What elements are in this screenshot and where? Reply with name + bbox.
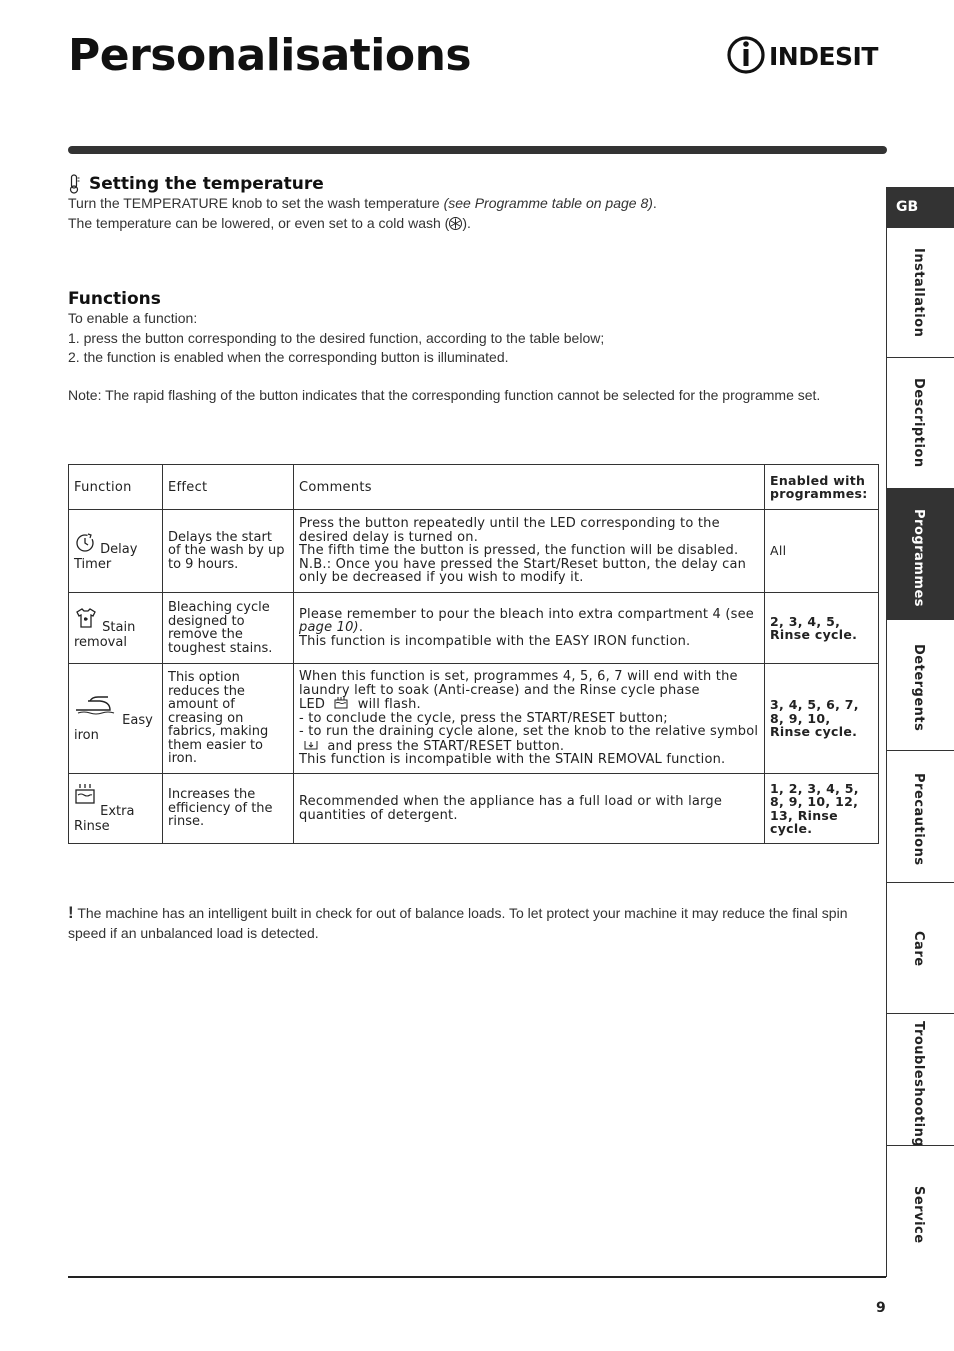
tab-programmes[interactable]: Programmes [887,488,954,620]
table-header-row [69,465,879,510]
programmes-cell: All [765,510,879,593]
function-label: Extra Rinse [74,804,135,834]
thermometer-icon [68,174,80,194]
function-cell [69,664,163,774]
table-row [69,774,879,844]
comments-cell: Press the button repeatedly until the LED corresponding to the desired delay is turned on. The fifth time the button is pressed, the function will be disabled. N.B.: Once you have pressed the Start/Reset button, the delay can only be decreased if you wish to modify it. [294,510,765,593]
page-title: Personalisations [68,30,472,81]
function-cell [69,510,163,593]
tab-installation[interactable]: Installation [887,227,954,358]
delay-timer-icon [74,531,96,553]
header-rule [68,146,887,154]
header-enabled: Enabled with programmes: [765,465,879,510]
header-effect: Effect [163,465,294,510]
tab-care[interactable]: Care [887,882,954,1014]
section-sidebar [886,187,954,1277]
table-row [69,510,879,593]
extra-rinse-icon [74,783,96,805]
function-label: Delay Timer [74,541,138,572]
functions-note: Note: The rapid flashing of the button indicates that the corresponding function cannot be selected for the programme set. [68,387,821,403]
svg-text:INDESIT: INDESIT [769,42,878,71]
tab-troubleshooting[interactable]: Troubleshooting [887,1013,954,1146]
comments-cell: Recommended when the appliance has a full load or with large quantities of detergent. [294,774,765,844]
header-function: Function [69,465,163,510]
stain-removal-icon [74,607,98,629]
balance-warning [68,903,858,943]
functions-table [68,464,879,844]
cold-wash-icon [449,217,462,230]
function-label: Stain removal [74,619,136,650]
tab-precautions[interactable]: Precautions [887,750,954,883]
functions-instructions: To enable a function: 1. press the button corresponding to the desired function, according to the table below; 2. the function is enabled when the corresponding button is illuminated. [68,310,605,365]
footer-rule [68,1276,886,1278]
rinse-led-icon [333,697,349,709]
language-badge: GB [887,187,954,227]
table-row [69,664,879,774]
tab-service[interactable]: Service [887,1145,954,1278]
function-label: Easy iron [74,713,153,743]
temperature-heading: Setting the temperature [89,174,324,194]
header-comments: Comments [294,465,765,510]
effect-cell: Bleaching cycle designed to remove the toughest stains. [163,593,294,664]
warning-mark: ! [68,903,74,922]
comments-cell: When this function is set, programmes 4, 5, 6, 7 will end with the laundry left to soak (Anti-crease) and the Rinse cycle phase LED will flash. - to conclude the cycle, press the START/RESET button; - to run the draining cycle alone, set the knob to the relative symbol and press the START/RESET button. This function is incompatible with the STAIN REMOVAL function. [294,664,765,774]
programmes-cell: 2, 3, 4, 5, Rinse cycle. [765,593,879,664]
indesit-logo [727,34,887,76]
temperature-text: Turn the TEMPERATURE knob to set the wash temperature (see Programme table on page 8). The temperature can be lowered, or even set to a cold wash ( ). [68,195,657,231]
comments-cell: Please remember to pour the bleach into extra compartment 4 (see page 10). This function is incompatible with the EASY IRON function. [294,593,765,664]
programmes-cell: 3, 4, 5, 6, 7, 8, 9, 10, Rinse cycle. [765,664,879,774]
effect-cell: This option reduces the amount of creasing on fabrics, making them easier to iron. [163,664,294,774]
tab-description[interactable]: Description [887,357,954,489]
table-row [69,593,879,664]
function-cell [69,593,163,664]
effect-cell: Delays the start of the wash by up to 9 hours. [163,510,294,593]
tab-detergents[interactable]: Detergents [887,619,954,751]
function-cell [69,774,163,844]
drain-symbol-icon [303,739,319,751]
effect-cell: Increases the efficiency of the rinse. [163,774,294,844]
page-number: 9 [876,1300,886,1316]
functions-heading: Functions [68,289,161,309]
warning-text: The machine has an intelligent built in check for out of balance loads. To let protect your machine it may reduce the final spin speed if an unbalanced load is detected. [68,905,848,941]
easy-iron-icon [74,694,118,716]
programmes-cell: 1, 2, 3, 4, 5, 8, 9, 10, 12, 13, Rinse cycle. [765,774,879,844]
